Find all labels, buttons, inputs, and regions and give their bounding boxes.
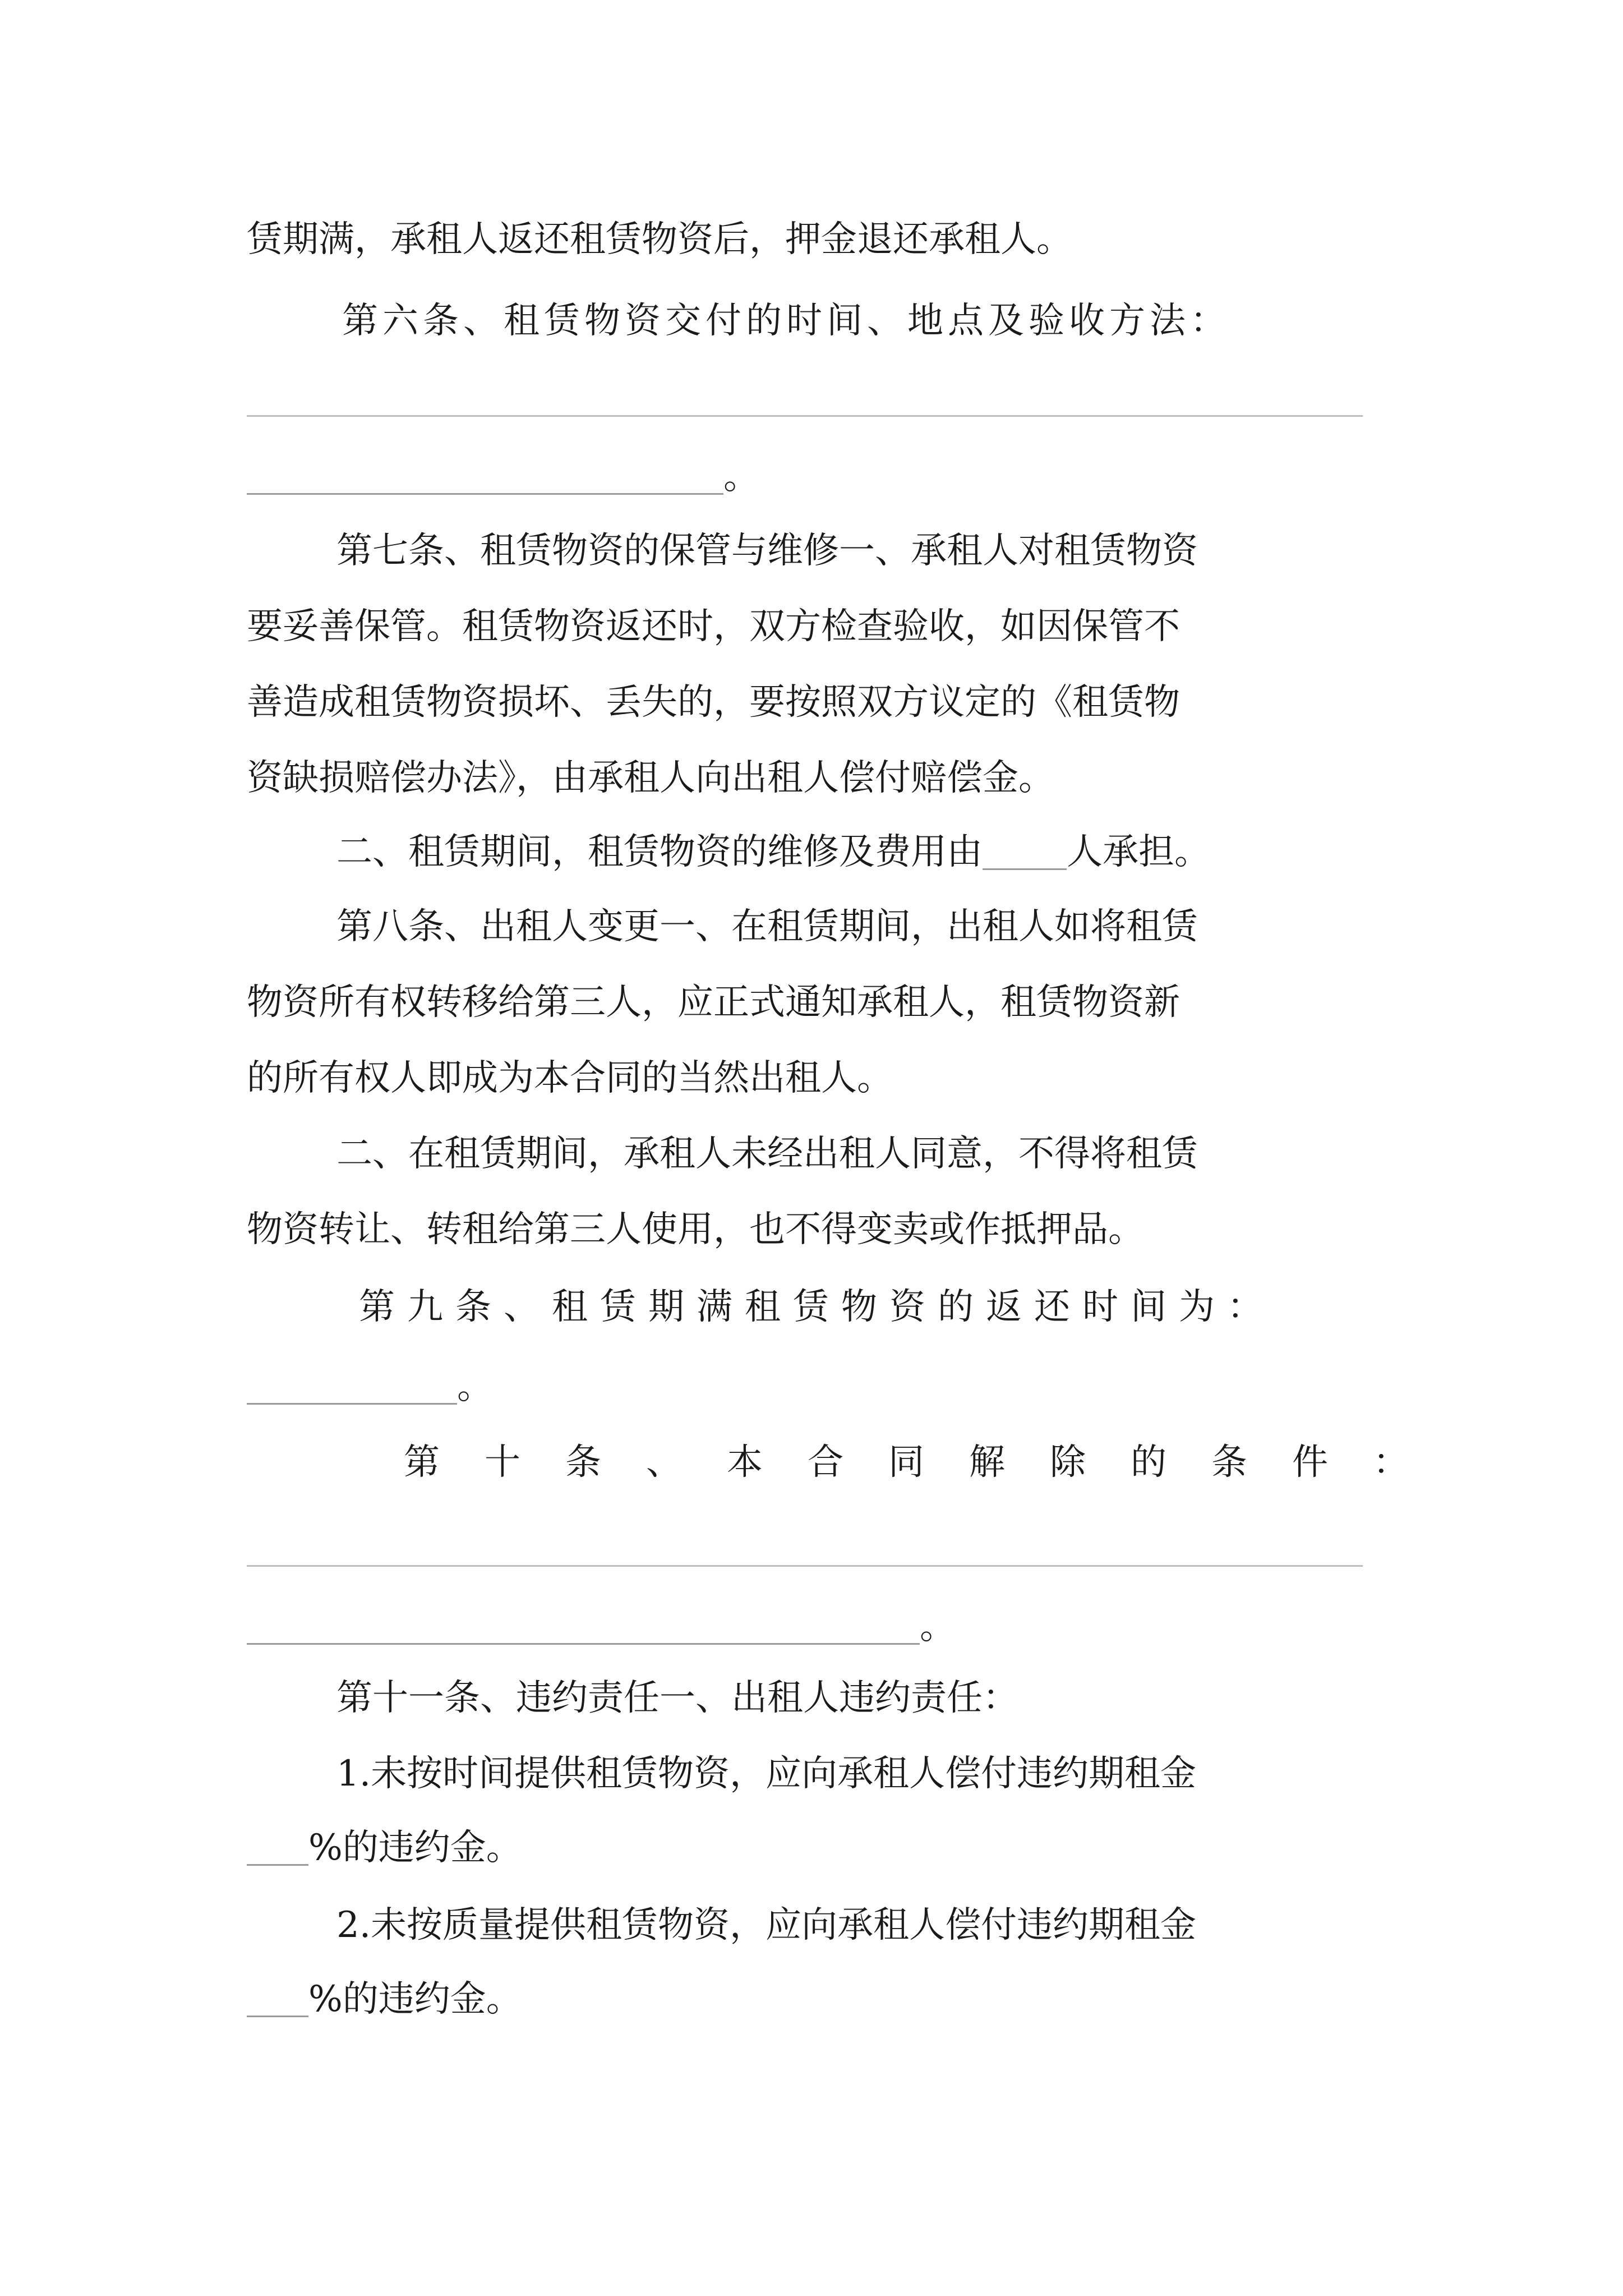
fill-in-blank: [247, 1983, 308, 2017]
penalty-line: [247, 1978, 522, 2020]
period: 。: [723, 456, 759, 498]
article-8-line: 第八条、出租人变更一、在租赁期间，出租人如将租赁: [336, 906, 1198, 947]
fill-in-line: [247, 1366, 493, 1407]
article-6-heading: 第六条、租赁物资交付的时间、地点及验收方法：: [342, 300, 1230, 342]
article-10-heading: 第十条、本合同解除的条件：: [404, 1442, 1454, 1483]
fill-in-blank: [247, 1832, 308, 1866]
fill-in-blank: [983, 836, 1067, 870]
period: 。: [457, 1366, 493, 1407]
clause-text: %的违约金。: [308, 1827, 522, 1869]
fill-in-blank: [247, 1611, 920, 1645]
fill-in-rule: [247, 415, 1363, 417]
article-9-heading: 第九条、租赁期满租赁物资的返还时间为：: [359, 1286, 1275, 1328]
clause-text: 二、租赁期间，租赁物资的维修及费用由: [336, 831, 983, 873]
paragraph-line: 善造成租赁物资损坏、丢失的，要按照双方议定的《租赁物: [247, 682, 1180, 723]
paragraph-line: 的所有权人即成为本合同的当然出租人。: [247, 1057, 893, 1099]
clause-text: %的违约金。: [308, 1978, 522, 2020]
clause-1: 1.未按时间提供租赁物资，应向承租人偿付违约期租金: [336, 1753, 1197, 1795]
paragraph-line: 赁期满，承租人返还租赁物资后，押金退还承租人。: [247, 219, 1072, 260]
clause-2: 2.未按质量提供租赁物资，应向承租人偿付违约期租金: [336, 1904, 1197, 1946]
paragraph-line: 二、在租赁期间，承租人未经出租人同意，不得将租赁: [336, 1133, 1198, 1175]
paragraph-line: 要妥善保管。租赁物资返还时，双方检查验收，如因保管不: [247, 606, 1180, 647]
penalty-line: [247, 1827, 522, 1869]
clause-text: 人承担。: [1067, 831, 1210, 873]
fill-in-line: [247, 456, 759, 498]
fill-in-line: [247, 1606, 956, 1648]
period: 。: [920, 1606, 956, 1648]
paragraph-line: 物资所有权转移给第三人，应正式通知承租人，租赁物资新: [247, 982, 1180, 1023]
paragraph-line: 资缺损赔偿办法》，由承租人向出租人偿付赔偿金。: [247, 757, 1054, 799]
fill-in-rule: [247, 1565, 1363, 1567]
article-11-heading: 第十一条、违约责任一、出租人违约责任：: [336, 1677, 1018, 1719]
fill-in-blank: [247, 461, 723, 495]
fill-in-blank: [247, 1370, 457, 1405]
paragraph-line: 物资转让、转租给第三人使用，也不得变卖或作抵押品。: [247, 1209, 1144, 1250]
maintenance-clause: [336, 831, 1210, 873]
article-7-line: 第七条、租赁物资的保管与维修一、承租人对租赁物资: [336, 530, 1198, 572]
